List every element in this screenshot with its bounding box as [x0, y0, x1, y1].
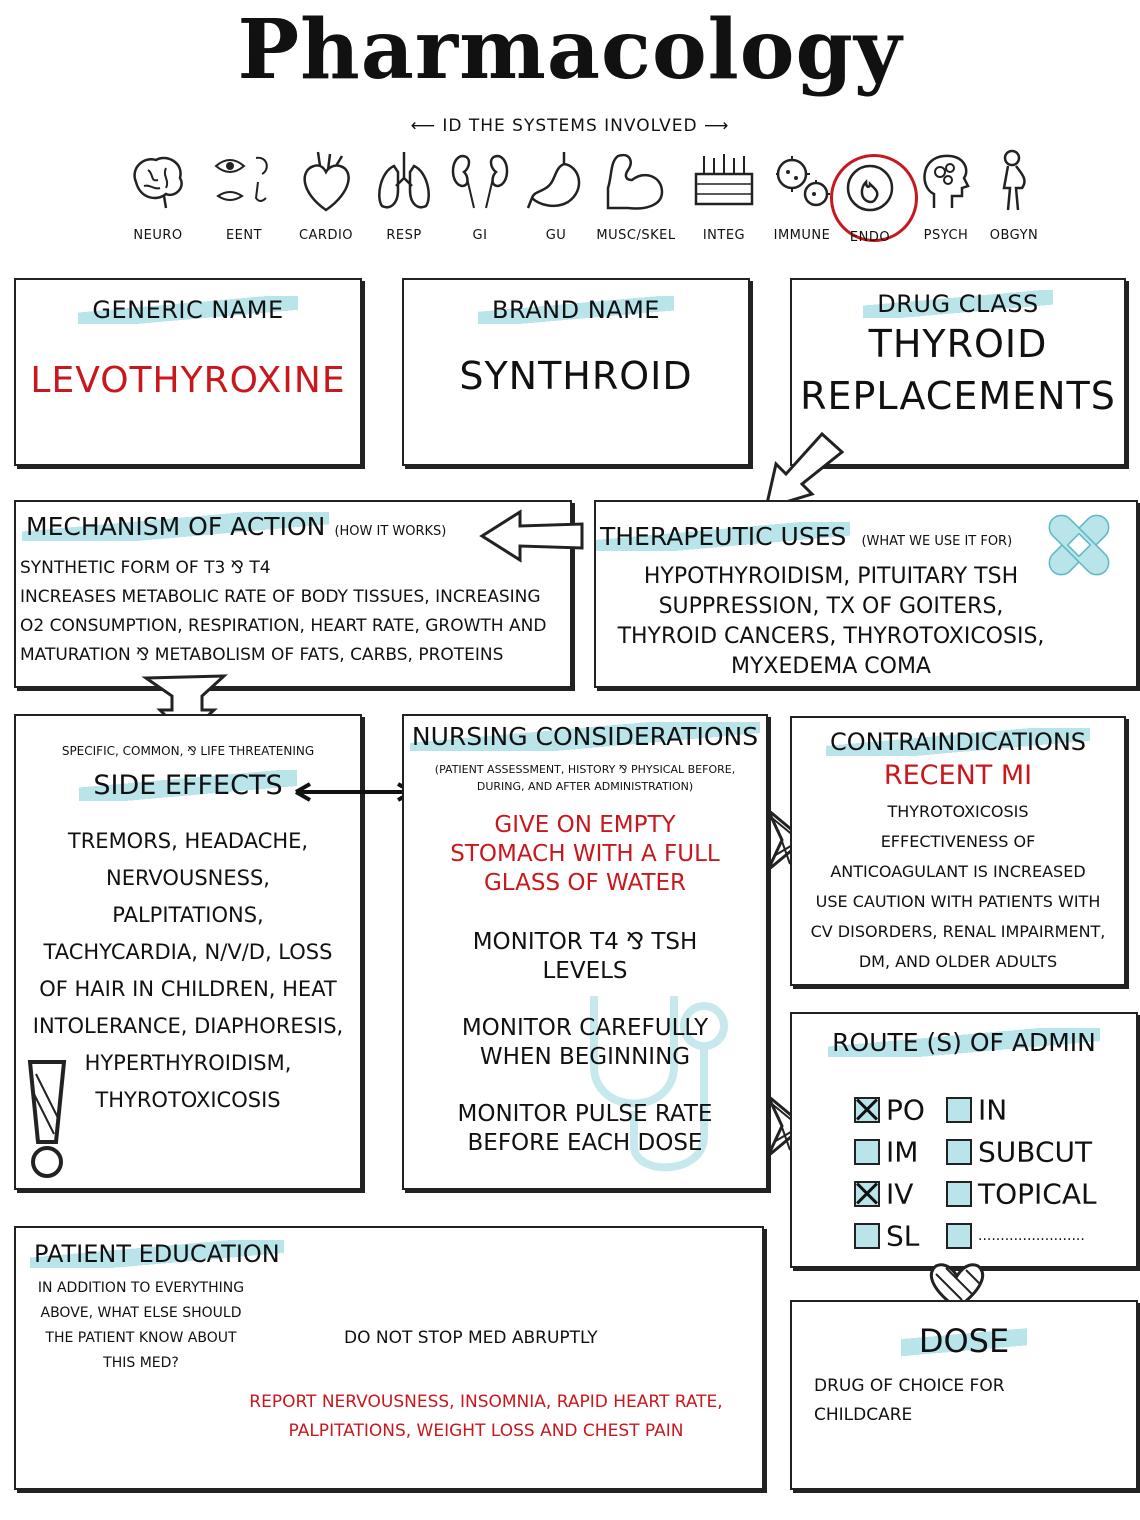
mechanism-line: SYNTHETIC FORM OF T3 ⅋ T4	[20, 558, 271, 578]
drug-class-heading: DRUG CLASS	[863, 290, 1053, 318]
nursing-line: BEFORE EACH DOSE	[467, 1130, 703, 1156]
route-option-im[interactable]	[854, 1134, 918, 1169]
patient-education-box	[14, 1226, 764, 1490]
nursing-red-line: GLASS OF WATER	[483, 870, 687, 896]
head-profile-icon	[914, 148, 978, 214]
nursing-red-line: GIVE ON EMPTY	[494, 812, 676, 838]
system-label: MUSC/SKEL	[596, 228, 676, 243]
route-option-topical[interactable]	[946, 1176, 1097, 1211]
therapeutic-note: (WHAT WE USE IT FOR)	[861, 534, 1013, 549]
brain-icon	[126, 148, 190, 214]
education-question-line: ABOVE, WHAT ELSE SHOULD	[40, 1305, 242, 1321]
nursing-note: DURING, AND AFTER ADMINISTRATION)	[476, 780, 694, 793]
nursing-considerations-box	[402, 714, 768, 1190]
system-label: INTEG	[702, 228, 746, 243]
route-option-iv[interactable]	[854, 1176, 913, 1211]
nursing-note: (PATIENT ASSESSMENT, HISTORY ⅋ PHYSICAL BEFORE,	[434, 763, 736, 776]
side-effect-line: HYPERTHYROIDISM,	[84, 1051, 292, 1075]
drug-class-line2: REPLACEMENTS	[800, 374, 1116, 418]
checkbox[interactable]	[946, 1097, 972, 1123]
side-effects-heading: SIDE EFFECTS	[79, 770, 296, 801]
education-red-line: PALPITATIONS, WEIGHT LOSS AND CHEST PAIN	[288, 1421, 684, 1441]
stomach-icon	[524, 148, 588, 214]
route-label: ........................	[978, 1228, 1085, 1244]
therapeutic-line: THYROID CANCERS, THYROTOXICOSIS,	[617, 624, 1045, 649]
arrow-left-icon: ⟵	[410, 116, 443, 136]
education-red-line: REPORT NERVOUSNESS, INSOMNIA, RAPID HEART RATE,	[249, 1392, 723, 1412]
route-label: PO	[886, 1093, 925, 1127]
dose-heading: DOSE	[901, 1322, 1027, 1360]
kidney-icon	[448, 148, 512, 214]
route-option-in[interactable]	[946, 1092, 1007, 1127]
route-option-po[interactable]	[854, 1092, 925, 1127]
checkbox[interactable]	[946, 1139, 972, 1165]
system-label: CARDIO	[298, 228, 354, 243]
route-label: TOPICAL	[978, 1177, 1097, 1211]
generic-name-heading: GENERIC NAME	[78, 296, 297, 324]
route-option-sl[interactable]	[854, 1218, 919, 1253]
contraindication-line: EFFECTIVENESS OF	[880, 832, 1036, 851]
exclamation-icon	[22, 1058, 72, 1182]
route-label: SL	[886, 1219, 920, 1253]
system-label: OBGYN	[989, 228, 1039, 243]
nursing-line: MONITOR CAREFULLY	[461, 1015, 709, 1041]
generic-name-value: LEVOTHYROXINE	[30, 360, 346, 401]
system-musc-skel	[596, 148, 676, 243]
system-label: EENT	[225, 228, 263, 243]
checkbox[interactable]	[854, 1139, 880, 1165]
brand-name-box	[402, 278, 750, 466]
side-effect-line: INTOLERANCE, DIAPHORESIS,	[32, 1014, 344, 1038]
system-label: PSYCH	[923, 228, 969, 243]
nursing-line: MONITOR T4 ⅋ TSH	[472, 929, 698, 955]
endocrine-flame-icon	[838, 158, 902, 224]
double-arrow-icon	[292, 780, 416, 804]
system-label: IMMUNE	[773, 228, 831, 243]
system-endo	[830, 148, 910, 245]
systems-caption-row	[0, 116, 1140, 136]
patient-education-heading: PATIENT EDUCATION	[30, 1240, 284, 1268]
route-label: IM	[886, 1135, 919, 1169]
bandage-icon	[1044, 510, 1114, 580]
nursing-line: MONITOR PULSE RATE	[457, 1101, 713, 1127]
systems-caption: ID THE SYSTEMS INVOLVED	[442, 116, 698, 136]
side-effect-line: NERVOUSNESS,	[106, 866, 270, 890]
side-effect-line: THYROTOXICOSIS	[95, 1088, 281, 1112]
side-effects-kicker: SPECIFIC, COMMON, ⅋ LIFE THREATENING	[61, 744, 315, 758]
heart-icon	[294, 148, 358, 214]
education-question-line: THE PATIENT KNOW ABOUT	[45, 1330, 237, 1346]
system-label: GU	[545, 228, 567, 243]
brand-name-value: SYNTHROID	[459, 354, 693, 398]
generic-name-box	[14, 278, 362, 466]
mechanism-note: (HOW IT WORKS)	[334, 524, 447, 539]
mechanism-line: MATURATION ⅋ METABOLISM OF FATS, CARBS, PROTEINS	[20, 645, 504, 665]
system-resp	[364, 148, 444, 243]
route-option-other[interactable]	[946, 1218, 1085, 1251]
checkbox[interactable]	[946, 1181, 972, 1207]
muscle-arm-icon	[604, 148, 668, 214]
dose-box	[790, 1300, 1138, 1490]
nursing-line: LEVELS	[542, 958, 628, 984]
contraindication-line: USE CAUTION WITH PATIENTS WITH	[815, 892, 1101, 911]
page-title: Pharmacology	[237, 2, 903, 98]
contraindication-line: THYROTOXICOSIS	[887, 802, 1029, 821]
route-label: SUBCUT	[978, 1135, 1093, 1169]
dose-line: CHILDCARE	[814, 1405, 913, 1425]
route-label: IV	[886, 1177, 914, 1211]
arrow-right-icon: ⟶	[697, 116, 730, 136]
pregnant-figure-icon	[982, 148, 1046, 214]
education-question-line: IN ADDITION TO EVERYTHING	[37, 1280, 245, 1296]
mechanism-line: INCREASES METABOLIC RATE OF BODY TISSUES, INCREASING	[20, 587, 541, 607]
side-effect-line: PALPITATIONS,	[112, 903, 264, 927]
side-effect-line: TREMORS, HEADACHE,	[67, 829, 309, 853]
contraindication-red: RECENT MI	[883, 760, 1033, 791]
system-label: RESP	[386, 228, 422, 243]
education-question-line: THIS MED?	[103, 1355, 179, 1371]
checkbox[interactable]	[946, 1223, 972, 1249]
system-obgyn	[974, 148, 1054, 243]
system-neuro	[118, 148, 198, 243]
therapeutic-line: SUPPRESSION, TX OF GOITERS,	[658, 594, 1004, 619]
nursing-red-line: STOMACH WITH A FULL	[450, 841, 720, 867]
skin-layers-icon	[692, 148, 756, 214]
lungs-icon	[372, 148, 436, 214]
contraindication-line: DM, AND OLDER ADULTS	[858, 952, 1058, 971]
system-label: NEURO	[133, 228, 183, 243]
brand-name-heading: BRAND NAME	[478, 296, 674, 324]
checkbox-checked[interactable]	[854, 1181, 880, 1207]
therapeutic-line: MYXEDEMA COMA	[731, 654, 931, 679]
therapeutic-heading: THERAPEUTIC USES	[596, 522, 850, 551]
mechanism-heading: MECHANISM OF ACTION	[22, 512, 329, 541]
system-gi	[440, 148, 520, 243]
system-label: GI	[472, 228, 488, 243]
system-integ	[684, 148, 764, 243]
checkbox[interactable]	[854, 1223, 880, 1249]
side-effect-line: OF HAIR IN CHILDREN, HEAT	[39, 977, 337, 1001]
therapeutic-line: HYPOTHYROIDISM, PITUITARY TSH	[643, 564, 1019, 589]
systems-row	[118, 148, 1048, 248]
mechanism-line: O2 CONSUMPTION, RESPIRATION, HEART RATE, GROWTH AND	[20, 616, 547, 636]
contraindication-line: ANTICOAGULANT IS INCREASED	[830, 862, 1086, 881]
route-of-admin-box	[790, 1012, 1138, 1268]
contraindication-line: CV DISORDERS, RENAL IMPAIRMENT,	[810, 922, 1106, 941]
nursing-line: WHEN BEGINNING	[479, 1044, 691, 1070]
eye-ear-nose-mouth-icon	[212, 148, 276, 214]
dose-line: DRUG OF CHOICE FOR	[814, 1376, 1005, 1396]
checkbox-checked[interactable]	[854, 1097, 880, 1123]
contraindications-heading: CONTRAINDICATIONS	[826, 728, 1090, 756]
germs-icon	[770, 148, 834, 214]
route-option-subcut[interactable]	[946, 1134, 1092, 1169]
route-label: IN	[978, 1093, 1008, 1127]
system-eent	[204, 148, 284, 243]
contraindications-box	[790, 716, 1126, 986]
nursing-heading: NURSING CONSIDERATIONS	[411, 722, 759, 751]
system-label: ENDO	[849, 230, 891, 245]
arrow-left-icon	[476, 506, 588, 566]
side-effect-line: TACHYCARDIA, N/V/D, LOSS	[43, 940, 333, 964]
drug-class-line1: THYROID	[868, 322, 1048, 366]
route-heading: ROUTE (S) OF ADMIN	[828, 1028, 1100, 1057]
system-gu	[516, 148, 596, 243]
system-cardio	[286, 148, 366, 243]
education-point: DO NOT STOP MED ABRUPTLY	[344, 1328, 598, 1348]
